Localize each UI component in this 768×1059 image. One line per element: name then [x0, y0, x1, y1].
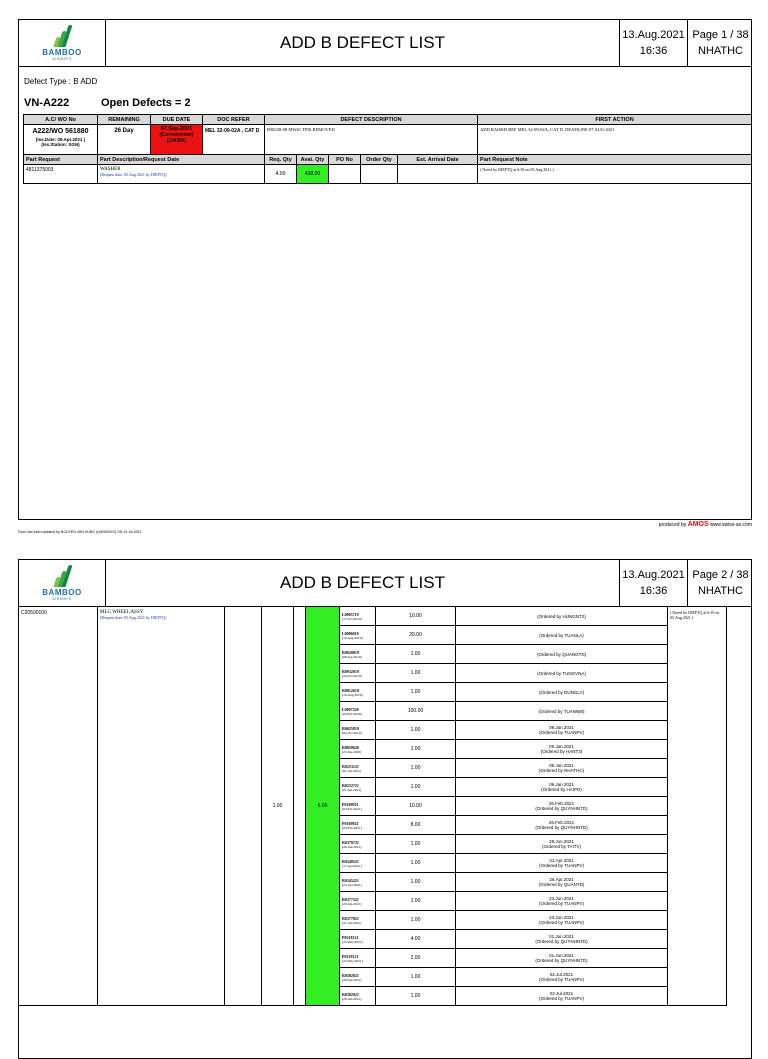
order-qty: 1.00 [376, 721, 456, 740]
order-arrival-date: 02.Jul.2021 [549, 972, 574, 977]
part-number: C20500100 [19, 607, 98, 1006]
part-desc-cell [98, 165, 265, 184]
order-po [340, 626, 376, 645]
order-arrival-date: 09.Jan.2021 [549, 744, 574, 749]
order-qty: 1.00 [376, 968, 456, 987]
col-remaining: REMAINING [98, 115, 151, 125]
bamboo-logo [19, 560, 106, 606]
order-qty: 1.00 [376, 683, 456, 702]
order-ordered-by: (Ordered by TUANPV) [539, 901, 584, 906]
produced-by [659, 521, 752, 528]
order-arrival [456, 816, 668, 835]
order-ordered-by: (Ordered by NHATHC) [538, 768, 585, 773]
due-date-cell [151, 125, 203, 155]
page-1-frame [18, 19, 752, 520]
order-qty: 10.00 [376, 607, 456, 626]
order-arrival [456, 968, 668, 987]
order-arrival [456, 987, 668, 1006]
order-po [340, 778, 376, 797]
order-arrival [456, 626, 668, 645]
order-arrival [456, 911, 668, 930]
col-part-description: Part Description/Request Date [98, 155, 265, 165]
report-date [620, 560, 688, 606]
order-qty: 20.00 [376, 626, 456, 645]
defect-table [23, 114, 752, 184]
order-po [340, 949, 376, 968]
page-2-frame [18, 559, 752, 1059]
order-po-date: (17.Apr.2021) [342, 863, 362, 868]
order-po-date: (19.Aug.2019) [342, 692, 363, 697]
part-orders-table [18, 606, 727, 1006]
order-arrival-date: 23.Jun.2021 [549, 915, 574, 920]
col-doc-refer: DOC REFER [203, 115, 265, 125]
order-po [340, 873, 376, 892]
order-ordered-by: (Ordered by QUYNHNTD) [535, 939, 588, 944]
order-po [340, 835, 376, 854]
order-qty: 1.00 [376, 740, 456, 759]
col-avai-qty: Avai. Qty [297, 155, 329, 165]
page-header [19, 560, 751, 607]
order-po-number: R0253121 [342, 763, 359, 769]
order-ordered-by: (Ordered by TAITV) [541, 844, 582, 849]
page-header [19, 20, 751, 67]
order-arrival-date: 01.Jun.2021 [549, 953, 574, 958]
due-date-note2: (DASH) [166, 138, 187, 144]
order-po-number: R0340521 [342, 858, 359, 864]
part-request-date: (Request date: 05.Aug.2021 by DIEPTQ) [100, 615, 167, 620]
part-desc-cell [98, 607, 225, 1006]
order-qty: 1.00 [376, 759, 456, 778]
order-ordered-by: (Ordered by TUANPV) [539, 977, 584, 982]
report-title: ADD B DEFECT LIST [106, 20, 620, 66]
open-defects-count: Open Defects = 2 [101, 97, 191, 109]
order-po-number: L0006619 [342, 630, 359, 636]
part-row [24, 165, 752, 184]
order-qty: 2.00 [376, 949, 456, 968]
report-time-value: 16:36 [639, 585, 668, 597]
report-date-value: 13.Aug.2021 [622, 569, 685, 581]
report-time-value: 16:36 [639, 45, 668, 57]
part-number: 4811375003 [24, 165, 98, 184]
page-indicator [688, 20, 753, 66]
bamboo-leaf-icon [53, 25, 71, 47]
order-arrival [456, 892, 668, 911]
order-po [340, 740, 376, 759]
part-req-qty: 4.00 [265, 165, 297, 184]
order-qty: 1.00 [376, 778, 456, 797]
order-arrival [456, 721, 668, 740]
order-arrival [456, 835, 668, 854]
order-po-number: P0169921 [342, 801, 359, 807]
order-po [340, 759, 376, 778]
order-arrival [456, 683, 668, 702]
order-po-date: (01.Jan.2021) [342, 787, 362, 792]
defect-header-row [24, 115, 752, 125]
order-po-date: (04.Feb.2020) [342, 711, 362, 716]
part-req-qty: 1.00 [262, 607, 294, 1006]
order-arrival-date: 09.Jan.2021 [549, 725, 574, 730]
order-po [340, 968, 376, 987]
order-arrival [456, 759, 668, 778]
order-po-number: R0032019 [342, 668, 359, 674]
order-po-date: (21.Jun.2021) [342, 920, 362, 925]
order-po [340, 645, 376, 664]
order-po-date: (02.Oct.2019) [342, 730, 362, 735]
part-blank [225, 607, 262, 1006]
order-arrival [456, 778, 668, 797]
order-arrival-date: 26.Feb.2021 [548, 801, 575, 806]
order-po [340, 911, 376, 930]
form-update-note: Form has been updated by NGUYEN VAN HUNG (HUNGNVG) ON 13.Jul.2021 [18, 530, 142, 534]
order-po-number: R0377321 [342, 896, 359, 902]
col-po-no: PO No [329, 155, 361, 165]
defect-description-value: B58238-08 MW#1 TPIS REMOVED [265, 125, 478, 155]
order-po-date: (25.May.2021) [342, 958, 363, 963]
order-arrival [456, 930, 668, 949]
order-ordered-by: (Ordered by DUNGLV) [538, 689, 585, 695]
part-est-arrival [398, 165, 478, 184]
order-ordered-by: (Ordered by TUANNM) [538, 708, 585, 714]
order-arrival [456, 702, 668, 721]
order-ordered-by: (Ordered by HUNGNT2) [537, 613, 586, 619]
order-po-number: R0345221 [342, 877, 359, 883]
col-first-action: FIRST ACTION [478, 115, 752, 125]
order-po-date: (03.Feb.2021) [342, 825, 362, 830]
order-po-number: R0382821 [342, 972, 359, 978]
order-arrival-date: 09.Jan.2021 [549, 763, 574, 768]
order-arrival-date: 21.Apr.2021 [549, 858, 574, 863]
part-note: ( Noted by DIEPTQ at 6:39 on 05.Aug.2021 ) [478, 165, 752, 184]
order-po-date: (23.Apr.2021) [342, 882, 362, 887]
order-po [340, 702, 376, 721]
order-po-date: (23.Jan.2020) [342, 749, 362, 754]
order-po-date: (26.Jun.2021) [342, 844, 362, 849]
produced-by-url: www.swiss-as.com [710, 522, 752, 528]
col-defect-description: DEFECT DESCRIPTION [265, 115, 478, 125]
col-order-qty: Order Qty [361, 155, 398, 165]
wo-cell [24, 125, 98, 155]
page-indicator [688, 560, 753, 606]
order-ordered-by: (Ordered by QUYNHNTD) [535, 958, 588, 963]
wo-number: A222/WO 561880 [32, 128, 89, 135]
col-part-request: Part Request [24, 155, 98, 165]
col-est-arrival: Est. Arrival Date [398, 155, 478, 165]
order-po-date: (25.May.2021) [342, 939, 363, 944]
order-po-date: (01.Jan.2021) [342, 768, 362, 773]
order-qty: 1.00 [376, 664, 456, 683]
remaining-value: 26 Day [98, 125, 151, 155]
order-arrival-date: 09.Jan.2021 [549, 782, 574, 787]
order-po-number: R0020019 [342, 649, 359, 655]
aircraft-reg: VN-A222 [24, 97, 70, 109]
order-po-number: R0025819 [342, 725, 359, 731]
report-date-value: 13.Aug.2021 [622, 29, 685, 41]
report-date [620, 20, 688, 66]
order-po-number: R0252721 [342, 782, 359, 788]
page-2 [0, 540, 768, 1024]
order-arrival-date: 01.Jun.2021 [549, 934, 574, 939]
order-po-number: P0218121 [342, 934, 359, 940]
order-po [340, 607, 376, 626]
order-arrival [456, 645, 668, 664]
order-po-number: R0050620 [342, 744, 359, 750]
report-user: NHATHC [697, 585, 743, 597]
order-po-number: P0218121 [342, 953, 359, 959]
report-user: NHATHC [697, 45, 743, 57]
iss-station: (Iss.Station: SGN) [41, 142, 80, 147]
order-po-number: L0003719 [342, 611, 359, 617]
order-po [340, 797, 376, 816]
order-arrival-date: 23.Jun.2021 [549, 896, 574, 901]
order-qty: 100.00 [376, 702, 456, 721]
part-request-date: (Request date: 05.Aug.2021 by DIEPTQ) [100, 172, 167, 177]
order-po-date: (28.Jun.2021) [342, 977, 362, 982]
order-po-number: R0379721 [342, 839, 359, 845]
logo-brand: BAMBOO [42, 48, 82, 57]
order-ordered-by: (Ordered by HAIPD) [541, 787, 582, 792]
order-row [19, 607, 727, 626]
produced-by-label: produced by [658, 522, 687, 528]
iss-date: (Iss.Date: 09.Apr.2021 ) [35, 137, 86, 142]
order-ordered-by: (Ordered by TUANLA) [539, 632, 584, 638]
order-po [340, 854, 376, 873]
order-ordered-by: (Ordered by TUANPV) [539, 920, 584, 925]
defect-type: Defect Type : B ADD [24, 77, 98, 86]
order-qty: 1.00 [376, 645, 456, 664]
order-arrival [456, 949, 668, 968]
part-header-row [24, 155, 752, 165]
order-po-date: (17.Oct.2019) [342, 616, 362, 621]
order-arrival [456, 797, 668, 816]
due-date-value: 07.Sep.2021 [160, 126, 193, 132]
order-arrival-date: 26.Feb.2021 [548, 820, 575, 825]
order-arrival-date: 28.Jun.2021 [549, 839, 574, 844]
order-po [340, 987, 376, 1006]
part-note: ( Noted by DIEPTQ at 6:39 on 05.Aug.2021 ) [668, 607, 727, 1006]
order-arrival [456, 854, 668, 873]
logo-brand: BAMBOO [42, 588, 82, 597]
part-avai-qty: 5.00 [306, 607, 340, 1006]
part-order-qty [361, 165, 398, 184]
bamboo-leaf-icon [53, 565, 71, 587]
order-po [340, 892, 376, 911]
order-arrival [456, 607, 668, 626]
order-qty: 10.00 [376, 797, 456, 816]
order-qty: 4.00 [376, 930, 456, 949]
logo-sub: AIRWAYS [52, 597, 72, 601]
order-po-date: (20.Jun.2021) [342, 901, 362, 906]
order-po-number: P0169921 [342, 820, 359, 826]
order-po-date: (28.Jun.2021) [342, 996, 362, 1001]
order-qty: 1.00 [376, 911, 456, 930]
col-req-qty: Req. Qty [265, 155, 297, 165]
report-title: ADD B DEFECT LIST [106, 560, 620, 606]
doc-refer-value: MEL 32-09-02A , CAT D [203, 125, 265, 155]
page-number: Page 2 / 38 [692, 569, 749, 581]
order-po [340, 721, 376, 740]
order-arrival [456, 740, 668, 759]
page-number: Page 1 / 38 [692, 29, 749, 41]
order-po-date: (20.Oct.2019) [342, 673, 362, 678]
col-part-note: Part Request Note [478, 155, 752, 165]
first-action-value: ADD RAISED REF MEL 32-09-02A, CAT D, DEADLINE 07 AUG 2021 [478, 125, 752, 155]
order-qty: 1.00 [376, 873, 456, 892]
order-po-date: (06.Sep.2019) [342, 654, 362, 659]
order-arrival [456, 664, 668, 683]
order-po-date: (19.Aug.2019) [342, 635, 363, 640]
order-qty: 1.00 [376, 892, 456, 911]
col-acwo: A.C/ WO No [24, 115, 98, 125]
part-spacer [294, 607, 306, 1006]
part-avai-qty: 438.00 [297, 165, 329, 184]
order-qty: 8.00 [376, 816, 456, 835]
order-po [340, 930, 376, 949]
order-arrival-date: 26.Apr.2021 [549, 877, 574, 882]
part-description: MLG WHEEL ASSY [100, 610, 144, 615]
order-po-number: R0377821 [342, 915, 359, 921]
order-ordered-by: (Ordered by QUYNHNTD) [535, 825, 588, 830]
order-po-number: L0007320 [342, 706, 359, 712]
part-po-no [329, 165, 361, 184]
order-po [340, 683, 376, 702]
col-due-date: DUE DATE [151, 115, 203, 125]
order-ordered-by: (Ordered by QUANGTN) [536, 651, 587, 657]
order-po-number: R0012619 [342, 687, 359, 693]
bamboo-logo [19, 20, 106, 66]
order-po-number: R0382921 [342, 991, 359, 997]
amos-logo: AMOS [687, 521, 709, 528]
order-arrival-date: 02.Jul.2021 [549, 991, 574, 996]
order-po [340, 816, 376, 835]
order-ordered-by: (Ordered by TUANPV) [539, 863, 584, 868]
order-ordered-by: (Ordered by HANT3) [540, 749, 583, 754]
order-arrival [456, 873, 668, 892]
logo-sub: AIRWAYS [52, 57, 72, 61]
order-po [340, 664, 376, 683]
part-description: WASHER [100, 167, 121, 172]
order-ordered-by: (Ordered by TUNGVNA) [537, 670, 586, 676]
order-qty: 1.00 [376, 854, 456, 873]
order-ordered-by: (Ordered by QUYNHNTD) [535, 806, 588, 811]
order-qty: 1.00 [376, 835, 456, 854]
order-qty: 1.00 [376, 987, 456, 1006]
order-ordered-by: (Ordered by TUANPV) [539, 730, 584, 735]
order-ordered-by: (Ordered by QUANTD) [538, 882, 585, 887]
order-ordered-by: (Ordered by TUANPV) [539, 996, 584, 1001]
defect-row [24, 125, 752, 155]
order-po-date: (03.Feb.2021) [342, 806, 362, 811]
due-date-note: (Conversion) [159, 132, 194, 138]
